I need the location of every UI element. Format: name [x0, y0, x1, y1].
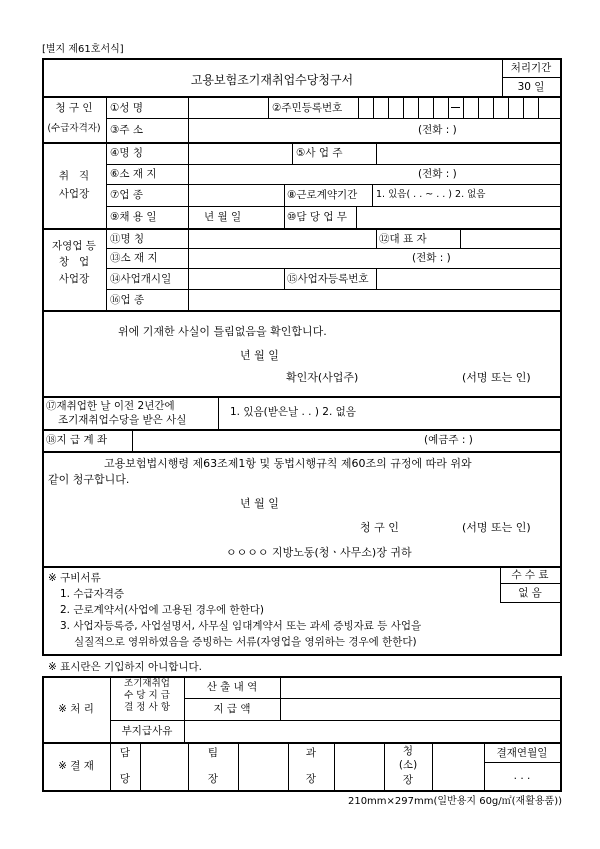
- office-processing-label: ※ 처 리: [58, 703, 94, 715]
- form-title: 고용보험조기재취업수당청구서: [190, 73, 354, 87]
- approver-section-bottom: 장: [305, 773, 317, 785]
- claimant-sign-label: 청 구 인: [360, 521, 399, 534]
- document-item-3-line1: 3. 사업자등록증, 사업설명서, 사무실 임대계약서 또는 과세 증빙자료 등 사업을: [60, 620, 422, 632]
- confirmer-sign: (서명 또는 인): [462, 371, 531, 384]
- office-use-notice: ※ 표시란은 기입하지 아니합니다.: [48, 661, 203, 673]
- claimant-address-label: ③주 소: [110, 124, 144, 136]
- employer-location-label: ⑥소 재 지: [110, 168, 157, 180]
- decision-label-2: 수 당 지 급: [124, 690, 170, 701]
- approver-office-top: 청: [402, 745, 414, 757]
- documents-header: ※ 구비서류: [48, 572, 101, 584]
- processing-period-value: 30 일: [517, 81, 545, 93]
- confirm-date[interactable]: 년 월 일: [240, 349, 279, 362]
- refusal-reason-label: 부지급사유: [121, 725, 173, 737]
- selfemp-name-label: ⑪명 칭: [110, 233, 145, 245]
- contract-period-value[interactable]: 1. 있음( . . ~ . . ) 2. 없음: [376, 189, 486, 200]
- contract-period-label: ⑧근로계약기간: [287, 189, 358, 201]
- decision-label-1: 조기재취업: [124, 678, 170, 689]
- document-item-1: 1. 수급자격증: [60, 588, 125, 600]
- approver-team-top: 팀: [207, 747, 219, 759]
- claimant-section-sub: (수급자격자): [47, 123, 101, 134]
- claimant-phone: (전화 : ): [418, 124, 457, 136]
- form-number: [별지 제61호서식]: [42, 44, 124, 55]
- employer-section-label: 취 직 사업장: [58, 170, 90, 200]
- hire-date-value[interactable]: 년 월 일: [204, 211, 242, 223]
- account-holder: (예금주 : ): [424, 434, 473, 446]
- approval-date-label: 결재연월일: [496, 747, 548, 759]
- decision-label-3: 결 정 사 항: [124, 702, 170, 713]
- confirmer-label: 확인자(사업주): [286, 371, 359, 384]
- claimant-rrn-label: ②주민등록번호: [272, 102, 343, 114]
- claim-statement-2: 같이 청구합니다.: [48, 473, 130, 486]
- employer-phone: (전화 : ): [418, 168, 457, 180]
- employer-industry-label: ⑦업 종: [110, 189, 144, 201]
- approver-office-bottom: 장: [402, 774, 414, 786]
- processing-period-label: 처리기간: [510, 62, 552, 74]
- approver-team-bottom: 장: [207, 773, 219, 785]
- pay-amount-label: 지 급 액: [213, 703, 251, 715]
- selfemp-rep-label: ⑫대 표 자: [379, 233, 427, 245]
- document-item-3-line2: 실질적으로 영위하였음을 증빙하는 서류(자영업을 영위하는 경우에 한한다): [74, 636, 417, 648]
- selfemp-location-label: ⑬소 재 지: [110, 252, 158, 264]
- fee-value: 없 음: [518, 587, 542, 599]
- claim-date[interactable]: 년 월 일: [240, 497, 279, 510]
- claimant-name-label: ①성 명: [110, 102, 144, 114]
- hire-date-label: ⑨채 용 일: [110, 211, 157, 223]
- employer-owner-label: ⑤사 업 주: [296, 147, 343, 159]
- account-label: ⑱지 급 계 좌: [46, 434, 108, 446]
- approver-section-top: 과: [305, 747, 317, 759]
- form-border-bottom: [42, 654, 562, 656]
- prior-benefit-value[interactable]: 1. 있음(받은날 . . ) 2. 없음: [230, 406, 356, 418]
- claimant-section-label: 청 구 인: [55, 102, 93, 114]
- calc-detail-label: 산 출 내 역: [206, 681, 258, 693]
- selfemp-phone: (전화 : ): [412, 252, 451, 264]
- claim-statement-1: 고용보험법시행령 제63조제1항 및 동법시행규칙 제60조의 규정에 따라 위와: [104, 457, 472, 470]
- addressee: ㅇㅇㅇㅇ 지방노동(청ㆍ사무소)장 귀하: [226, 546, 412, 559]
- confirm-statement: 위에 기재한 사실이 틀림없음을 확인합니다.: [118, 325, 327, 338]
- approver-staff-top: 담: [119, 747, 131, 759]
- employer-name-label: ④명 칭: [110, 147, 144, 159]
- document-item-2: 2. 근로계약서(사업에 고용된 경우에 한한다): [60, 604, 264, 616]
- duty-label: ⑩담 당 업 무: [287, 211, 347, 223]
- claimant-sign: (서명 또는 인): [462, 521, 531, 534]
- form-border-top: [42, 58, 562, 60]
- prior-benefit-label-1: ⑰재취업한 날 이전 2년간에: [46, 400, 175, 412]
- approver-office-mid: (소): [398, 759, 418, 771]
- fee-label: 수 수 료: [511, 569, 549, 581]
- approval-label: ※ 결 재: [58, 760, 94, 772]
- business-reg-no-label: ⑮사업자등록번호: [287, 273, 369, 285]
- approver-staff-bottom: 당: [119, 773, 131, 785]
- paper-spec: 210mm×297mm(일반용지 60g/㎡(재활용품)): [347, 796, 562, 807]
- prior-benefit-label-2: 조기재취업수당을 받은 사실: [58, 414, 187, 426]
- approval-date-value[interactable]: . . .: [513, 770, 531, 782]
- selfemp-section-label: 자영업 등 창 업 사업장: [52, 240, 96, 285]
- selfemp-industry-label: ⑯업 종: [110, 294, 145, 306]
- business-start-label: ⑭사업개시일: [110, 273, 172, 285]
